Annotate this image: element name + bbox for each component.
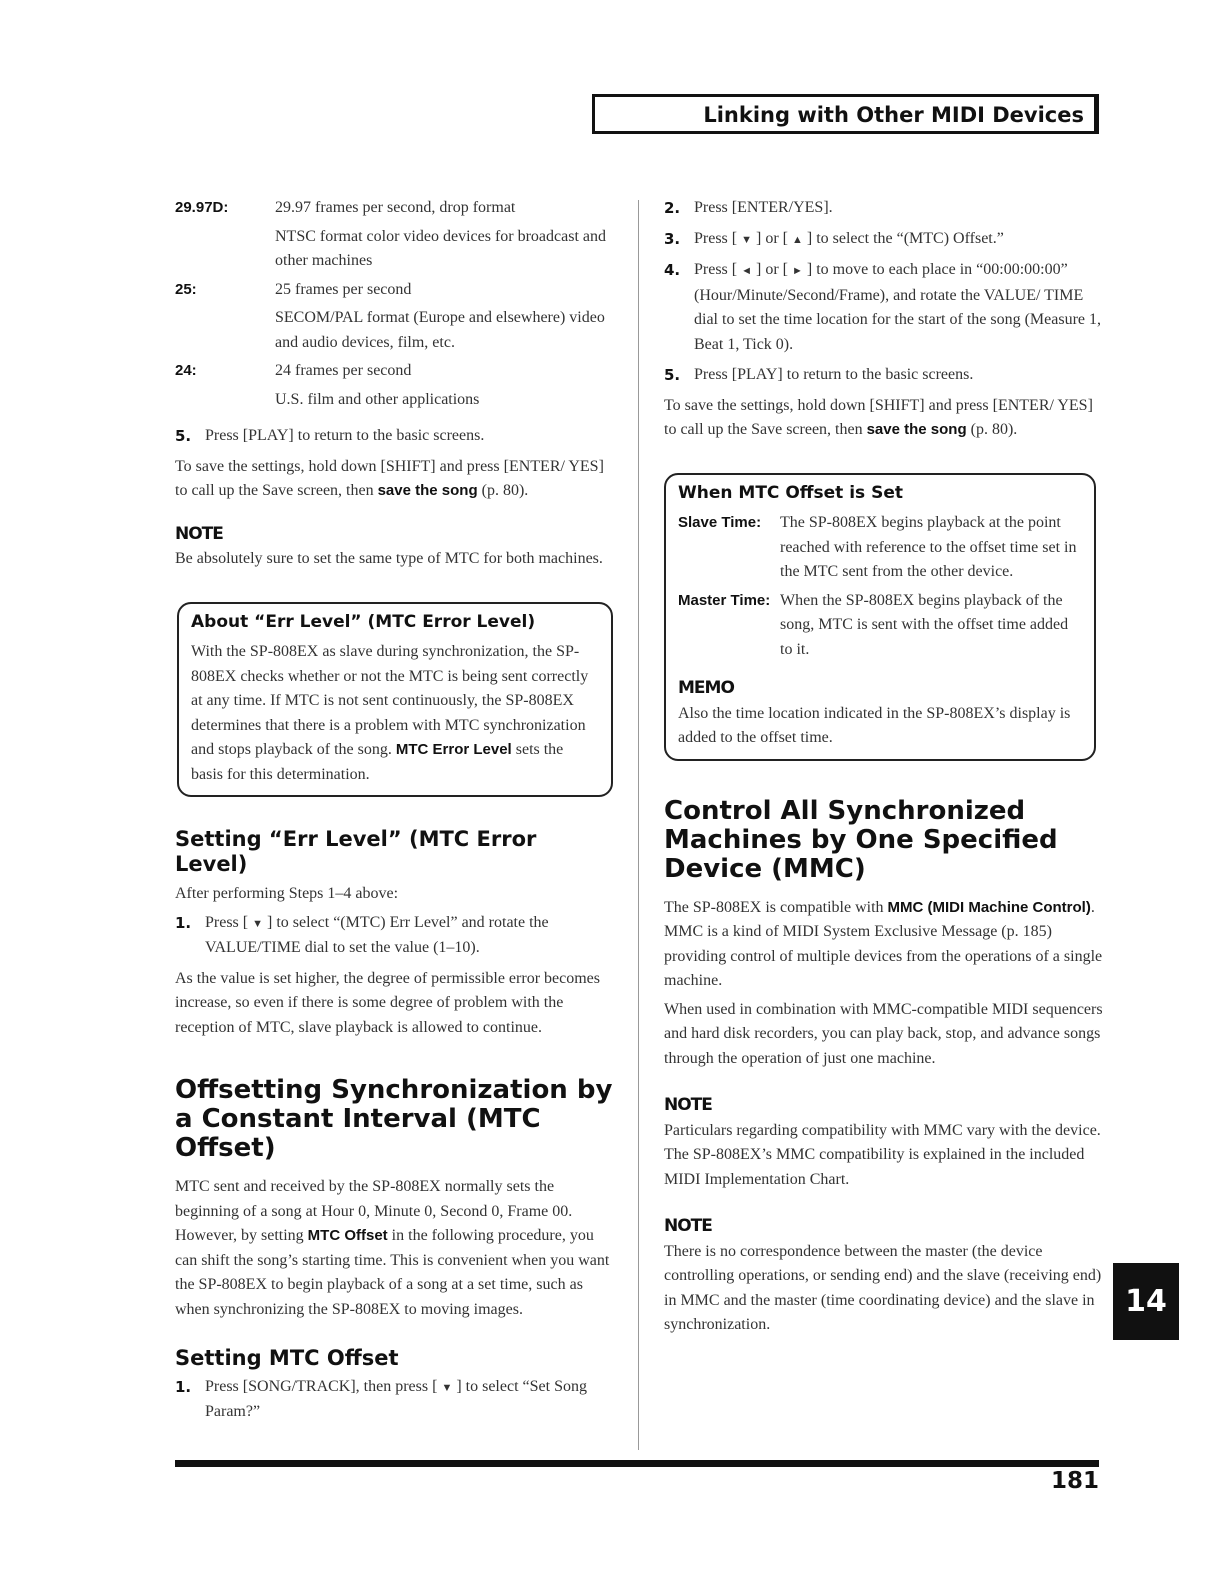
step-item xyxy=(175,1375,615,1425)
text-run: The SP-808EX is compatible with xyxy=(664,898,888,916)
def-desc: The SP-808EX begins playback at the point reached with reference to the offset time set in the MTC sent from the other device. xyxy=(780,514,1077,580)
down-arrow-icon: ▼ xyxy=(252,917,263,930)
section-heading: Control All Synchronized Machines by One Specified Device (MMC) xyxy=(664,795,1058,884)
def-desc xyxy=(275,196,615,278)
paragraph: When used in combination with MMC-compatible MIDI sequencers and hard disk recorders, you can play back, stop, and advance songs through the operation of just one machine. xyxy=(664,1000,1103,1067)
def-term: 24: xyxy=(175,362,197,379)
text-run: Press [SONG/TRACK], then press [ xyxy=(205,1377,442,1395)
memo-icon: MEMO xyxy=(678,678,734,698)
text-run: Press [ xyxy=(205,913,253,931)
text-run: . MMC is a kind of MIDI System Exclusive Message (p. 185) providing control of multiple devices from the operations of a single machine. xyxy=(664,898,1103,989)
step-number: 1. xyxy=(175,913,192,932)
section-heading: Setting MTC Offset xyxy=(175,1346,399,1370)
section-offset xyxy=(175,1076,615,1322)
def-desc: When the SP-808EX begins playback of the song, MTC is sent with the offset time added to it. xyxy=(780,591,1069,658)
step-text xyxy=(205,1375,615,1425)
def-row xyxy=(175,278,615,360)
step-text: Press [PLAY] to return to the basic screens. xyxy=(694,366,974,383)
step-number: 1. xyxy=(175,1377,192,1396)
step-number: 5. xyxy=(664,366,681,384)
right-arrow-icon: ► xyxy=(791,265,803,277)
footer-rule xyxy=(175,1460,1099,1467)
step-item xyxy=(175,911,615,961)
left-arrow-icon: ◄ xyxy=(741,265,752,277)
step-item xyxy=(664,227,1104,253)
bold-term: MMC (MIDI Machine Control) xyxy=(887,898,1091,916)
def-row xyxy=(678,511,1082,585)
step-text xyxy=(205,911,615,961)
down-arrow-icon: ▼ xyxy=(741,233,752,246)
note-block xyxy=(664,1093,1104,1192)
step-number: 2. xyxy=(664,199,681,217)
note-block xyxy=(175,522,615,572)
step-text xyxy=(694,227,1104,253)
def-term: 25: xyxy=(175,280,197,298)
bold-term: MTC Error Level xyxy=(395,741,512,758)
text-run: (p. 80). xyxy=(477,482,529,499)
step-item xyxy=(664,363,1104,388)
section-heading: Setting “Err Level” (MTC Error Level) xyxy=(175,827,537,876)
bold-term: MTC Offset xyxy=(307,1227,388,1244)
note-text: Be absolutely sure to set the same type of MTC for both machines. xyxy=(175,550,603,567)
note-text: Particulars regarding compatibility with MMC vary with the device. The SP-808EX’s MMC compatibility is explained in the included MIDI Implementation Chart. xyxy=(664,1121,1101,1188)
right-column xyxy=(664,196,1104,1342)
section-mmc xyxy=(664,797,1104,1072)
def-line: 24 frames per second xyxy=(275,362,412,379)
step-number: 3. xyxy=(664,229,681,248)
def-line: 25 frames per second xyxy=(275,280,412,298)
def-row xyxy=(175,196,615,278)
def-term: 29.97D: xyxy=(175,199,229,216)
step-text xyxy=(694,258,1104,357)
paragraph xyxy=(175,1175,615,1322)
step-item xyxy=(664,196,1104,221)
save-paragraph xyxy=(175,455,615,504)
info-box-title: When MTC Offset is Set xyxy=(678,482,903,503)
paragraph: As the value is set higher, the degree of permissible error becomes increase, so even if there is some degree of problem with the reception of MTC, slave playback is allowed to continue. xyxy=(175,969,600,1036)
step-text: Press [PLAY] to return to the basic screens. xyxy=(205,427,485,444)
intro-text: After performing Steps 1–4 above: xyxy=(175,885,399,902)
text-run: ] to select “Set Song Param?” xyxy=(205,1377,587,1420)
left-column xyxy=(175,196,615,1431)
bold-term: save the song xyxy=(866,421,967,438)
info-box-title: About “Err Level” (MTC Error Level) xyxy=(191,611,536,632)
paragraph xyxy=(664,896,1104,994)
note-icon: NOTE xyxy=(664,1216,712,1236)
def-desc xyxy=(275,278,615,360)
memo-block xyxy=(678,676,1082,751)
page-number: 181 xyxy=(1050,1468,1099,1494)
def-term: Slave Time: xyxy=(678,514,762,531)
text-run: in the following procedure, you can shift the song’s starting time. This is convenient when you want the SP-808EX to begin playback of a song at a set time, such as when synchronizing the SP-808EX to moving images. xyxy=(175,1227,610,1318)
note-icon: NOTE xyxy=(664,1095,712,1115)
text-run: With the SP-808EX as slave during synchronization, the SP-808EX checks whether or not the MTC is being sent correctly at any time. If MTC is not sent continuously, the SP-808EX determines that there is a problem with MTC synchronization and stops playback of the song. xyxy=(191,643,589,758)
step-number: 5. xyxy=(175,427,192,445)
memo-text: Also the time location indicated in the SP-808EX’s display is added to the offset time. xyxy=(678,704,1071,746)
note-text: There is no correspondence between the master (the device controlling operations, or sending end) and the slave (receiving end) in MMC and the master (time coordinating device) and the slave in synchronization. xyxy=(664,1242,1102,1333)
text-run: (p. 80). xyxy=(966,421,1018,438)
text-run: ] or [ xyxy=(752,229,792,247)
section-heading: Offsetting Synchronization by a Constant Interval (MTC Offset) xyxy=(175,1075,613,1163)
text-run: Press [ xyxy=(694,261,742,278)
save-paragraph xyxy=(664,394,1104,443)
text-run: To save the settings, hold down [SHIFT] and press [ENTER/ YES] to call up the Save screen, then xyxy=(175,457,604,499)
section-setting-mtc-offset xyxy=(175,1346,615,1425)
def-desc xyxy=(275,359,615,416)
def-term: Master Time: xyxy=(678,591,771,609)
def-line: 29.97 frames per second, drop format xyxy=(275,199,516,216)
step-text: Press [ENTER/YES]. xyxy=(694,199,833,216)
note-icon: NOTE xyxy=(175,523,223,544)
def-line: SECOM/PAL format (Europe and elsewhere) video and audio devices, film, etc. xyxy=(275,309,605,351)
info-box-err-level xyxy=(177,602,613,798)
text-run: sets the basis for this determination. xyxy=(191,741,564,783)
text-run: MTC sent and received by the SP-808EX normally sets the beginning of a song at Hour 0, Minute 0, Second 0, Frame 00. However, by setting xyxy=(175,1178,573,1244)
chapter-tab: 14 xyxy=(1113,1263,1179,1340)
bold-term: save the song xyxy=(377,482,478,499)
step-item xyxy=(664,258,1104,357)
step-number: 4. xyxy=(664,261,681,279)
text-run: Press [ xyxy=(694,229,742,247)
text-run: ] or [ xyxy=(752,261,792,278)
def-row xyxy=(175,359,615,416)
note-block xyxy=(664,1214,1104,1338)
info-box-mtc-offset xyxy=(664,473,1096,761)
up-arrow-icon: ▲ xyxy=(791,233,803,246)
text-run: ] to select “(MTC) Err Level” and rotate the VALUE/TIME dial to set the value (1–10). xyxy=(205,913,549,956)
text-run: ] to move to each place in “00:00:00:00” (Hour/Minute/Second/Frame), and rotate the VALUE/ TIME dial to set the time location for the start of the song (Measure 1, Beat 1, Tick 0). xyxy=(694,261,1101,353)
text-run: To save the settings, hold down [SHIFT] and press [ENTER/ YES] to call up the Save screen, then xyxy=(664,396,1093,438)
def-line: U.S. film and other applications xyxy=(275,390,480,408)
section-setting-err-level xyxy=(175,827,615,1040)
down-arrow-icon: ▼ xyxy=(441,1381,453,1394)
def-row xyxy=(678,589,1082,663)
column-divider xyxy=(638,200,639,1450)
info-box-text xyxy=(191,640,599,787)
def-line: NTSC format color video devices for broadcast and other machines xyxy=(275,227,607,269)
running-header xyxy=(592,94,1099,134)
running-header-title: Linking with Other MIDI Devices xyxy=(703,103,1084,127)
step-item xyxy=(175,424,615,449)
text-run: ] to select the “(MTC) Offset.” xyxy=(802,229,1004,247)
